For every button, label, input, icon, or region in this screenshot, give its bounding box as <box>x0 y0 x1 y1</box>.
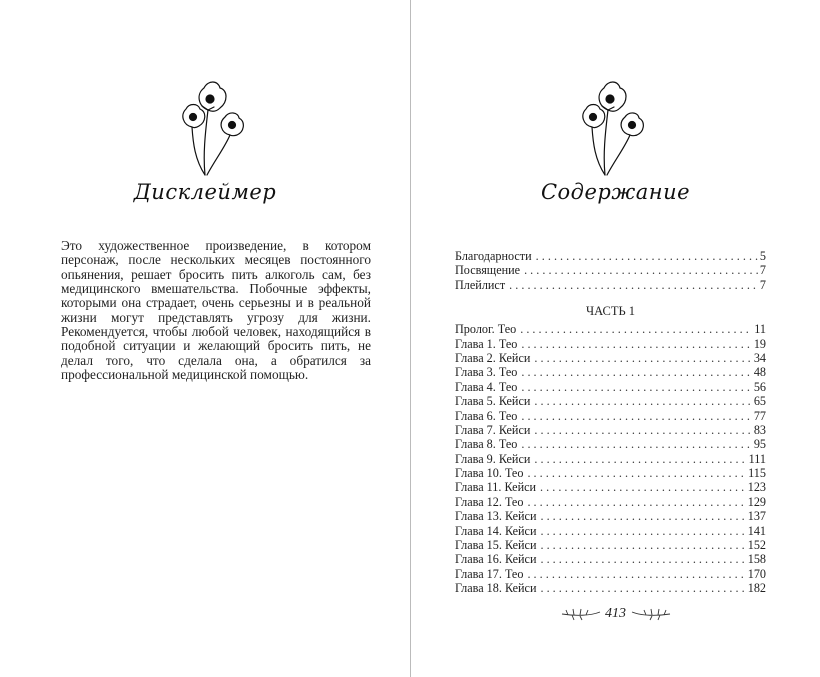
toc-entry-page: 141 <box>747 523 766 538</box>
dot-leader <box>521 365 751 379</box>
toc-entry-page: 19 <box>753 336 766 351</box>
page-title: Содержание <box>540 180 691 204</box>
poppy-flowers-icon <box>575 75 645 180</box>
page-number <box>411 606 820 622</box>
toc-entry-label: Глава 5. Кейси <box>455 394 531 409</box>
dot-leader <box>521 437 751 451</box>
toc-entry <box>455 394 766 408</box>
toc-entry-page: 170 <box>747 566 766 581</box>
toc-entry-page: 48 <box>753 365 766 380</box>
dot-leader <box>509 278 758 292</box>
dot-leader <box>540 524 745 538</box>
toc-entry-label: Посвящение <box>455 263 521 278</box>
poppy-flowers-icon <box>175 75 245 180</box>
dot-leader <box>527 466 746 480</box>
toc-entry-page: 83 <box>753 422 766 437</box>
toc-entry-page: 152 <box>747 538 766 553</box>
dot-leader <box>534 394 751 408</box>
toc-entry-label: Глава 6. Тео <box>455 408 518 423</box>
toc-entry-page: 137 <box>747 509 766 524</box>
toc-entry-label: Глава 8. Тео <box>455 437 518 452</box>
toc-entry-label: Глава 3. Тео <box>455 365 518 380</box>
toc-entry-label: Глава 13. Кейси <box>455 509 537 524</box>
toc-entry-label: Глава 15. Кейси <box>455 538 537 553</box>
table-of-contents <box>455 249 766 596</box>
toc-entry-label: Глава 11. Кейси <box>455 480 537 495</box>
toc-entry-page: 95 <box>753 437 766 452</box>
toc-entry-label: Пролог. Тео <box>455 322 517 337</box>
toc-entry-page: 65 <box>753 394 766 409</box>
toc-entry <box>455 466 766 480</box>
toc-entry-label: Глава 16. Кейси <box>455 552 537 567</box>
toc-entry-label: Благодарности <box>455 249 532 263</box>
toc-entry <box>455 538 766 552</box>
sprig-ornament-icon <box>560 606 602 622</box>
toc-entry-label: Глава 18. Кейси <box>455 581 537 596</box>
toc-entry-label: Глава 1. Тео <box>455 336 518 351</box>
toc-entry <box>455 437 766 451</box>
toc-entry-page: 56 <box>753 379 766 394</box>
dot-leader <box>540 552 745 566</box>
toc-entry <box>455 263 766 277</box>
toc-entry-page: 158 <box>747 552 766 567</box>
toc-entry-page: 34 <box>753 350 766 365</box>
toc-entry <box>455 524 766 538</box>
toc-entry-page: 129 <box>747 494 766 509</box>
disclaimer-text: Это художественное произведение, в котором персонаж, после нескольких месяцев постоянного опьянения, решает бросить пить алкоголь сам, без медицинского вмешательства. Побочные эффекты, которыми она страдает, очень серьезны и в реальной жизни могут представлять угрозу для жизни. Рекомендуется, чтобы любой человек, находящийся в подобной ситуации и желающий бросить пить, не делал того, что сделала она, а обратился за профессиональной медицинской помощью. <box>61 238 371 383</box>
toc-entry-label: Глава 9. Кейси <box>455 451 531 466</box>
toc-entry-page: 5 <box>759 249 766 263</box>
toc-entry-label: Глава 2. Кейси <box>455 350 531 365</box>
toc-entry-page: 182 <box>747 581 766 596</box>
page-number-text: 413 <box>605 606 626 622</box>
toc-entry <box>455 509 766 523</box>
toc-entry <box>455 452 766 466</box>
toc-entry-page: 111 <box>748 451 766 466</box>
toc-entry <box>455 380 766 394</box>
toc-entry-label: Глава 17. Тео <box>455 566 524 581</box>
toc-entry-label: Глава 4. Тео <box>455 379 518 394</box>
dot-leader <box>540 581 745 595</box>
toc-entry <box>455 552 766 566</box>
toc-entry <box>455 365 766 379</box>
part-title: ЧАСТЬ 1 <box>585 304 636 319</box>
sprig-ornament-icon <box>630 606 672 622</box>
dot-leader <box>540 480 746 494</box>
toc-entry <box>455 567 766 581</box>
toc-entry-page: 77 <box>753 408 766 423</box>
toc-entry-page: 115 <box>748 466 766 481</box>
toc-entry-label: Глава 12. Тео <box>455 494 524 509</box>
toc-entry <box>455 249 766 263</box>
toc-entry <box>455 409 766 423</box>
dot-leader <box>520 322 752 336</box>
dot-leader <box>521 380 751 394</box>
dot-leader <box>536 249 758 263</box>
toc-entry-label: Глава 10. Тео <box>455 466 524 481</box>
right-page <box>411 0 820 677</box>
dot-leader <box>534 423 751 437</box>
dot-leader <box>540 538 745 552</box>
toc-entry-page: 7 <box>759 277 766 292</box>
toc-entry-page: 123 <box>747 480 766 495</box>
dot-leader <box>521 409 751 423</box>
toc-entry-label: Глава 14. Кейси <box>455 523 537 538</box>
toc-entry <box>455 351 766 365</box>
dot-leader <box>521 337 751 351</box>
toc-entry <box>455 278 766 292</box>
dot-leader <box>527 495 745 509</box>
dot-leader <box>524 263 758 277</box>
dot-leader <box>540 509 745 523</box>
dot-leader <box>527 567 745 581</box>
toc-entry <box>455 423 766 437</box>
toc-entry <box>455 581 766 595</box>
toc-entry <box>455 495 766 509</box>
toc-entry <box>455 480 766 494</box>
dot-leader <box>534 452 746 466</box>
dot-leader <box>534 351 751 365</box>
toc-entry-label: Плейлист <box>455 277 506 292</box>
toc-entry-page: 7 <box>759 263 766 278</box>
toc-entry-label: Глава 7. Кейси <box>455 422 531 437</box>
toc-entry-page: 11 <box>754 322 766 337</box>
toc-entry <box>455 322 766 336</box>
page-title: Дисклеймер <box>133 180 277 204</box>
toc-entry <box>455 337 766 351</box>
